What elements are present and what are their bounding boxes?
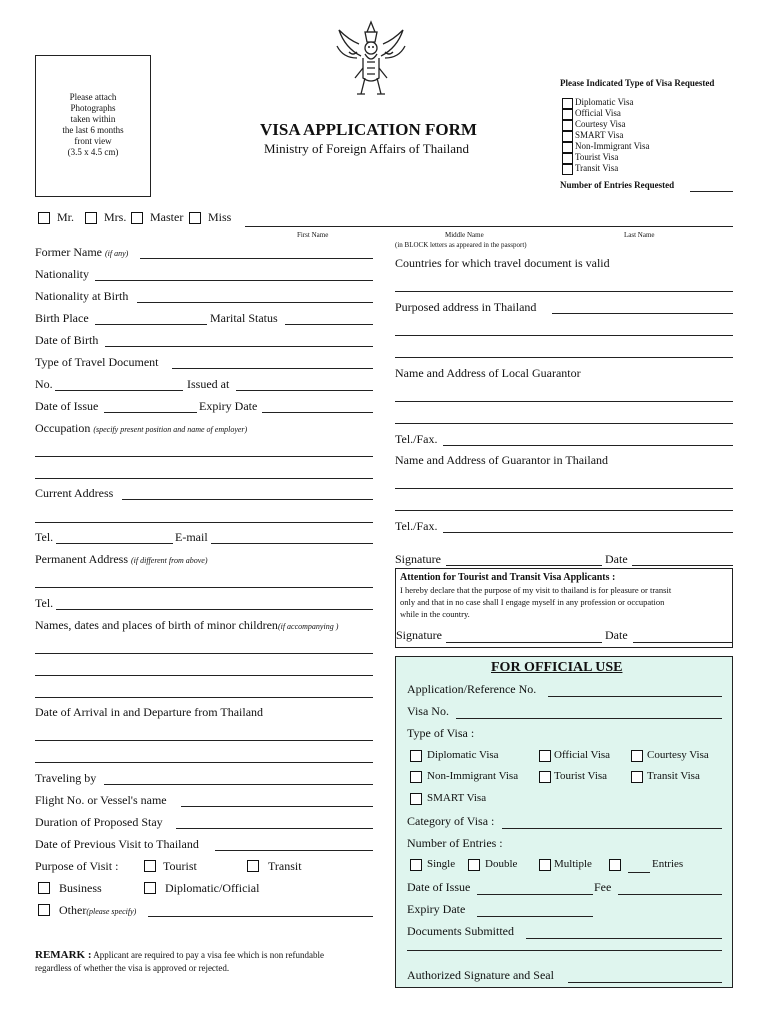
purposed-address-field-3[interactable] xyxy=(395,357,733,358)
official-transit-label: Transit Visa xyxy=(647,770,700,782)
entries-requested-label: Number of Entries Requested xyxy=(560,180,675,190)
local-guarantor-label: Name and Address of Local Guarantor xyxy=(395,366,581,380)
mr-checkbox[interactable] xyxy=(38,212,50,224)
marital-status-label: Marital Status xyxy=(210,311,278,325)
official-expiry-field[interactable] xyxy=(477,916,593,917)
arrival-departure-label: Date of Arrival in and Departure from Thailand xyxy=(35,705,264,719)
if-different-note: (if different from above) xyxy=(130,556,208,565)
remark-text: Applicant are required to pay a visa fee which is non refundable xyxy=(93,950,324,960)
traveling-by-label: Traveling by xyxy=(35,771,97,785)
minor-children-field-1[interactable] xyxy=(35,653,373,654)
doc-no-field[interactable] xyxy=(55,390,183,391)
previous-visit-field[interactable] xyxy=(215,850,373,851)
requested-visa-checkbox[interactable] xyxy=(562,164,573,175)
issued-at-field[interactable] xyxy=(236,390,373,391)
flight-no-field[interactable] xyxy=(181,806,373,807)
attention-box xyxy=(395,568,733,648)
former-name-text: Former Name xyxy=(35,245,102,259)
minor-children-label xyxy=(35,618,338,633)
category-label: Category of Visa : xyxy=(407,814,495,828)
if-accompanying-note: (if accompanying ) xyxy=(277,622,339,631)
travel-doc-label: Type of Travel Document xyxy=(35,355,159,369)
duration-label: Duration of Proposed Stay xyxy=(35,815,163,829)
visa-no-label: Visa No. xyxy=(407,704,449,718)
former-name-field[interactable] xyxy=(140,258,373,259)
single-label: Single xyxy=(427,858,456,870)
full-name-field[interactable] xyxy=(245,226,733,227)
app-ref-field[interactable] xyxy=(548,696,722,697)
official-use-box xyxy=(395,656,733,988)
first-name-caption: First Name xyxy=(297,231,329,239)
mrs-checkbox[interactable] xyxy=(85,212,97,224)
requested-visa-label: Courtesy Visa xyxy=(575,119,626,129)
nationality-label: Nationality xyxy=(35,267,89,281)
email-label: E-mail xyxy=(175,530,208,544)
visa-no-field[interactable] xyxy=(456,718,722,719)
requested-visa-label: Official Visa xyxy=(575,108,621,118)
official-tourist-label: Tourist Visa xyxy=(554,770,608,782)
purpose-label: Purpose of Visit : xyxy=(35,859,119,873)
birth-place-label: Birth Place xyxy=(35,311,89,325)
official-diplomatic-label: Diplomatic Visa xyxy=(427,749,499,761)
arrival-departure-field-1[interactable] xyxy=(35,740,373,741)
email-field[interactable] xyxy=(211,543,373,544)
former-name-label xyxy=(35,245,128,260)
official-nonimmigrant-label: Non-Immigrant Visa xyxy=(427,770,519,782)
permanent-address-text: Permanent Address xyxy=(35,552,128,566)
tourist-purpose-checkbox[interactable] xyxy=(144,860,156,872)
attention-signature-label: Signature xyxy=(396,628,442,642)
custom-entries-checkbox[interactable] xyxy=(609,859,621,871)
purposed-address-field-2[interactable] xyxy=(395,335,733,336)
last-name-caption: Last Name xyxy=(624,231,655,239)
local-guarantor-field-2[interactable] xyxy=(395,423,733,424)
date-of-issue-label: Date of Issue xyxy=(35,399,99,413)
attention-text-2: only and that in no case shall I engage myself in any profession or occupation xyxy=(400,597,665,607)
documents-submitted-label: Documents Submitted xyxy=(407,924,514,938)
visa-type-heading: Please Indicated Type of Visa Requested xyxy=(560,78,715,88)
thai-garuda-emblem xyxy=(335,18,407,100)
official-transit-checkbox[interactable] xyxy=(631,771,643,783)
purposed-address-field-1[interactable] xyxy=(552,313,733,314)
tourist-purpose-label: Tourist xyxy=(163,859,197,873)
photo-box xyxy=(35,55,151,197)
official-official-label: Official Visa xyxy=(554,749,611,761)
issued-at-label: Issued at xyxy=(187,377,230,391)
official-smart-label: SMART Visa xyxy=(427,792,487,804)
form-subtitle: Ministry of Foreign Affairs of Thailand xyxy=(264,141,469,156)
occupation-text: Occupation xyxy=(35,421,91,435)
category-field[interactable] xyxy=(502,828,722,829)
official-smart-checkbox[interactable] xyxy=(410,793,422,805)
requested-visa-checkbox[interactable] xyxy=(562,131,573,142)
nationality-birth-field[interactable] xyxy=(137,302,373,303)
type-of-visa-label: Type of Visa : xyxy=(407,726,475,740)
requested-visa-checkbox[interactable] xyxy=(562,120,573,131)
attention-text-1: I hereby declare that the purpose of my visit to thailand is for pleasure or transit xyxy=(400,585,672,595)
documents-submitted-field-1[interactable] xyxy=(526,938,722,939)
miss-checkbox[interactable] xyxy=(189,212,201,224)
minor-children-field-2[interactable] xyxy=(35,675,373,676)
guarantor-thailand-field-1[interactable] xyxy=(395,488,733,489)
requested-visa-label: SMART Visa xyxy=(575,130,624,140)
entries-word-label: Entries xyxy=(652,858,684,870)
date-of-issue-field[interactable] xyxy=(104,412,197,413)
tel2-label: Tel. xyxy=(35,596,54,610)
nationality-birth-label: Nationality at Birth xyxy=(35,289,129,303)
photo-instructions: Please attach Photographs taken within the last 6 months front view (3.5 x 4.5 cm) xyxy=(62,92,124,157)
countries-valid-label: Countries for which travel document is valid xyxy=(395,256,610,270)
doc-no-label: No. xyxy=(35,377,53,391)
please-specify-note: (please specify) xyxy=(86,907,137,916)
miss-label: Miss xyxy=(208,210,232,224)
requested-visa-checkbox[interactable] xyxy=(562,153,573,164)
previous-visit-label: Date of Previous Visit to Thailand xyxy=(35,837,199,851)
diplomatic-official-label: Diplomatic/Official xyxy=(165,881,260,895)
fee-field[interactable] xyxy=(618,894,722,895)
attention-date-field[interactable] xyxy=(633,642,732,643)
occupation-label xyxy=(35,421,247,436)
minor-children-text: Names, dates and places of birth of minor children xyxy=(35,618,278,632)
occupation-field-1[interactable] xyxy=(35,456,373,457)
flight-no-label: Flight No. or Vessel's name xyxy=(35,793,167,807)
official-date-issue-field[interactable] xyxy=(477,894,593,895)
occupation-note: (specify present position and name of employer) xyxy=(93,425,248,434)
expiry-date-field[interactable] xyxy=(262,412,373,413)
nationality-field[interactable] xyxy=(95,280,373,281)
duration-field[interactable] xyxy=(176,828,373,829)
official-official-checkbox[interactable] xyxy=(539,750,551,762)
birth-place-field[interactable] xyxy=(95,324,207,325)
requested-visa-checkbox[interactable] xyxy=(562,109,573,120)
requested-visa-label: Transit Visa xyxy=(575,163,619,173)
transit-purpose-checkbox[interactable] xyxy=(247,860,259,872)
single-checkbox[interactable] xyxy=(410,859,422,871)
purposed-address-label: Purposed address in Thailand xyxy=(395,300,537,314)
custom-entries-field[interactable] xyxy=(628,872,650,873)
local-guarantor-field-1[interactable] xyxy=(395,401,733,402)
official-courtesy-label: Courtesy Visa xyxy=(647,749,709,761)
transit-purpose-label: Transit xyxy=(268,859,302,873)
business-label: Business xyxy=(59,881,102,895)
official-diplomatic-checkbox[interactable] xyxy=(410,750,422,762)
requested-visa-label: Tourist Visa xyxy=(575,152,619,162)
official-courtesy-checkbox[interactable] xyxy=(631,750,643,762)
traveling-by-field[interactable] xyxy=(104,784,373,785)
attention-signature-field[interactable] xyxy=(446,642,602,643)
other-label xyxy=(59,903,136,918)
arrival-departure-field-2[interactable] xyxy=(35,762,373,763)
middle-name-caption: Middle Name xyxy=(445,231,484,239)
minor-children-field-3[interactable] xyxy=(35,697,373,698)
signature-label: Signature xyxy=(395,552,441,566)
requested-visa-checkbox[interactable] xyxy=(562,142,573,153)
business-checkbox[interactable] xyxy=(38,882,50,894)
block-letters-note: (in BLOCK letters as appeared in the passport) xyxy=(395,241,527,249)
attention-date-label: Date xyxy=(605,628,628,642)
tel-fax-field[interactable] xyxy=(443,445,733,446)
other-checkbox[interactable] xyxy=(38,904,50,916)
tel-fax-label: Tel./Fax. xyxy=(395,432,438,446)
expiry-date-label: Expiry Date xyxy=(199,399,258,413)
current-address-field-1[interactable] xyxy=(122,499,373,500)
tel2-field[interactable] xyxy=(56,609,373,610)
marital-status-field[interactable] xyxy=(285,324,373,325)
tel-fax2-label: Tel./Fax. xyxy=(395,519,438,533)
official-expiry-label: Expiry Date xyxy=(407,902,466,916)
date-field[interactable] xyxy=(632,565,733,566)
tel-label: Tel. xyxy=(35,530,54,544)
official-use-title: FOR OFFICIAL USE xyxy=(491,660,623,675)
requested-visa-label: Diplomatic Visa xyxy=(575,97,634,107)
permanent-address-label xyxy=(35,552,207,567)
attention-text-3: while in the country. xyxy=(400,609,470,619)
date-label: Date xyxy=(605,552,628,566)
signature-field[interactable] xyxy=(446,565,602,566)
official-nonimmigrant-checkbox[interactable] xyxy=(410,771,422,783)
app-ref-label: Application/Reference No. xyxy=(407,682,537,696)
guarantor-thailand-field-2[interactable] xyxy=(395,510,733,511)
mrs-label: Mrs. xyxy=(104,210,127,224)
mr-label: Mr. xyxy=(57,210,75,224)
requested-visa-label: Non-Immigrant Visa xyxy=(575,141,650,151)
diplomatic-official-checkbox[interactable] xyxy=(144,882,156,894)
remark xyxy=(35,949,324,961)
entries-requested-field[interactable] xyxy=(690,191,733,192)
attention-title: Attention for Tourist and Transit Visa Applicants : xyxy=(400,572,616,583)
official-date-issue-label: Date of Issue xyxy=(407,880,471,894)
double-label: Double xyxy=(485,858,518,870)
master-checkbox[interactable] xyxy=(131,212,143,224)
tel-field[interactable] xyxy=(56,543,173,544)
other-text: Other xyxy=(59,903,87,917)
documents-submitted-field-2[interactable] xyxy=(407,950,722,951)
tel-fax2-field[interactable] xyxy=(443,532,733,533)
countries-valid-field[interactable] xyxy=(395,291,733,292)
remark-label: REMARK : xyxy=(35,949,92,961)
auth-signature-field[interactable] xyxy=(568,982,722,983)
permanent-address-field[interactable] xyxy=(35,587,373,588)
form-title: VISA APPLICATION FORM xyxy=(260,120,477,139)
master-label: Master xyxy=(150,210,184,224)
date-of-birth-field[interactable] xyxy=(105,346,373,347)
fee-label: Fee xyxy=(594,880,612,894)
official-tourist-checkbox[interactable] xyxy=(539,771,551,783)
double-checkbox[interactable] xyxy=(468,859,480,871)
current-address-label: Current Address xyxy=(35,486,114,500)
travel-doc-field[interactable] xyxy=(172,368,373,369)
remark-text-2: regardless of whether the visa is approved or rejected. xyxy=(35,963,230,973)
occupation-field-2[interactable] xyxy=(35,478,373,479)
current-address-field-2[interactable] xyxy=(35,522,373,523)
multiple-label: Multiple xyxy=(554,858,592,870)
entries-label: Number of Entries : xyxy=(407,836,503,850)
if-any-note: (if any) xyxy=(104,249,129,258)
auth-signature-label: Authorized Signature and Seal xyxy=(407,968,554,982)
requested-visa-checkbox[interactable] xyxy=(562,98,573,109)
multiple-checkbox[interactable] xyxy=(539,859,551,871)
guarantor-thailand-label: Name and Address of Guarantor in Thailand xyxy=(395,453,609,467)
other-field[interactable] xyxy=(148,916,373,917)
date-of-birth-label: Date of Birth xyxy=(35,333,99,347)
